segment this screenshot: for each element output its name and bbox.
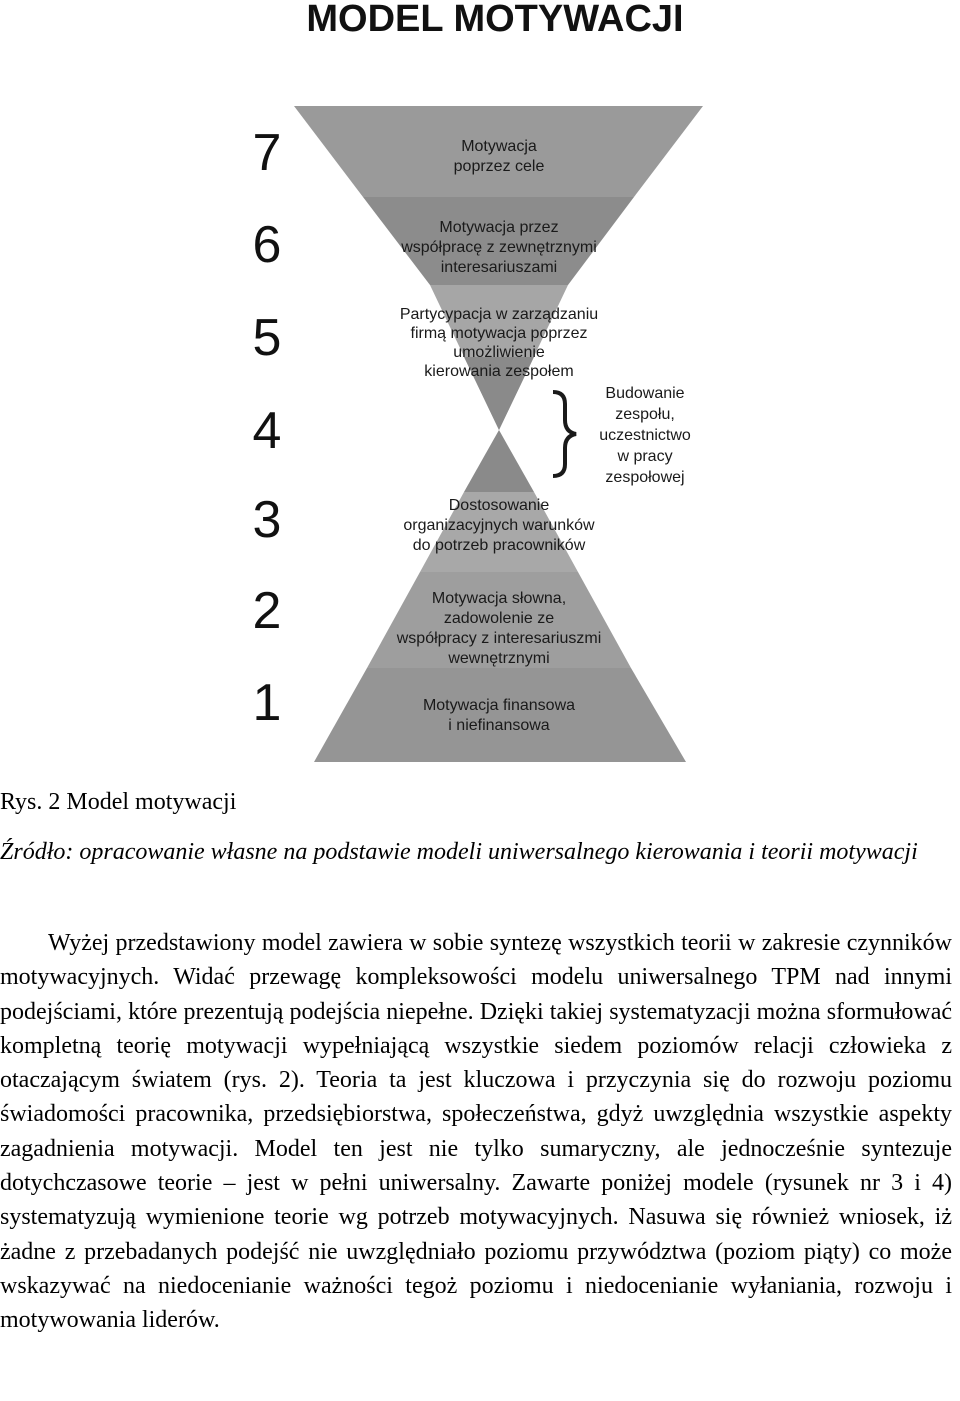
level-2-label-line: wewnętrznymi	[448, 650, 550, 667]
level-3-label-line: do potrzeb pracowników	[412, 537, 586, 554]
level-1-band	[314, 668, 686, 762]
level-number-1: 1	[252, 674, 282, 732]
level-1-label-line: Motywacja finansowa	[422, 697, 576, 714]
brace-label-line: uczestnictwo	[599, 427, 691, 444]
figure-caption: Rys. 2 Model motywacji	[0, 789, 237, 815]
level-number-4: 4	[252, 402, 282, 460]
level-3-label-line: organizacyjnych warunków	[403, 517, 595, 534]
brace-icon	[553, 392, 576, 476]
level-5-label-line: umożliwienie	[453, 344, 545, 361]
level-7-label-line: Motywacja	[461, 138, 537, 155]
level-6-label-line: interesariuszami	[440, 259, 558, 276]
level-1-label-line: i niefinansowa	[448, 717, 550, 734]
level-5-label-line: Partycypacja w zarządzaniu	[399, 306, 599, 323]
level-5-label-line: firmą motywacja poprzez	[410, 325, 588, 342]
body-paragraph: Wyżej przedstawiony model zawiera w sobie syntezę wszystkich teorii w zakresie czynników motywacyjnych. Widać przewagę kompleksowości modelu uniwersalnego TPM nad innymi podejściami, które prezentują podejścia niepełne. Dzięki takiej systematyzacji można sformułować kompletną teorię motywacji wypełniającą wszystkie siedem poziomów relacji człowieka z otaczającym światem (rys. 2). Teoria ta jest kluczowa i przyczynia się do rozwoju poziomu świadomości pracownika, przedsiębiorstwa, społeczeństwa, gdyż uwzględnia wszystkie aspekty zagadnienia motywacji. Model ten jest nie tylko sumaryczny, ale jednocześnie syntezuje dotychczasowe teorie – jest w pełni uniwersalny. Zawarte poniżej modele (rysunek nr 3 i 4) systematyzują wymienione teorie wg potrzeb motywacyjnych. Nasuwa się również wniosek, iż żadne z przebadanych podejść nie uwzględniało poziomu przywództwa (poziom piąty) co może wskazywać na niedocenianie ważności tegoż poziomu i niedocenianie wyłaniania, rozwoju i motywowania liderów.	[0, 930, 952, 1334]
level-number-5: 5	[252, 309, 282, 367]
diagram-title: MODEL MOTYWACJI	[306, 0, 684, 40]
level-number-3: 3	[252, 491, 282, 549]
level-number-2: 2	[252, 582, 282, 640]
brace-label-line: w pracy	[617, 448, 673, 465]
level-2-label-line: zadowolenie ze	[443, 610, 555, 627]
level-7-label-line: poprzez cele	[453, 158, 545, 175]
level-2-label-line: współpracy z interesariuszmi	[396, 630, 602, 647]
figure-source: Źródło: opracowanie własne na podstawie modeli uniwersalnego kierowania i teorii motywacji	[0, 839, 918, 865]
brace-label-line: Budowanie	[605, 385, 685, 402]
level-4-band	[464, 430, 534, 492]
brace-label-line: zespołu,	[615, 406, 675, 423]
level-3-label-line: Dostosowanie	[448, 497, 550, 514]
level-2-label-line: Motywacja słowna,	[431, 590, 567, 607]
level-6-label-line: Motywacja przez	[439, 219, 559, 236]
level-number-6: 6	[252, 216, 282, 274]
brace-label	[599, 385, 691, 486]
level-6-label-line: współpracę z zewnętrznymi	[401, 239, 597, 256]
level-numbers	[253, 124, 282, 732]
brace-label-line: zespołowej	[605, 469, 685, 486]
level-number-7: 7	[252, 124, 282, 182]
level-5-label-line: kierowania zespołem	[424, 363, 574, 380]
